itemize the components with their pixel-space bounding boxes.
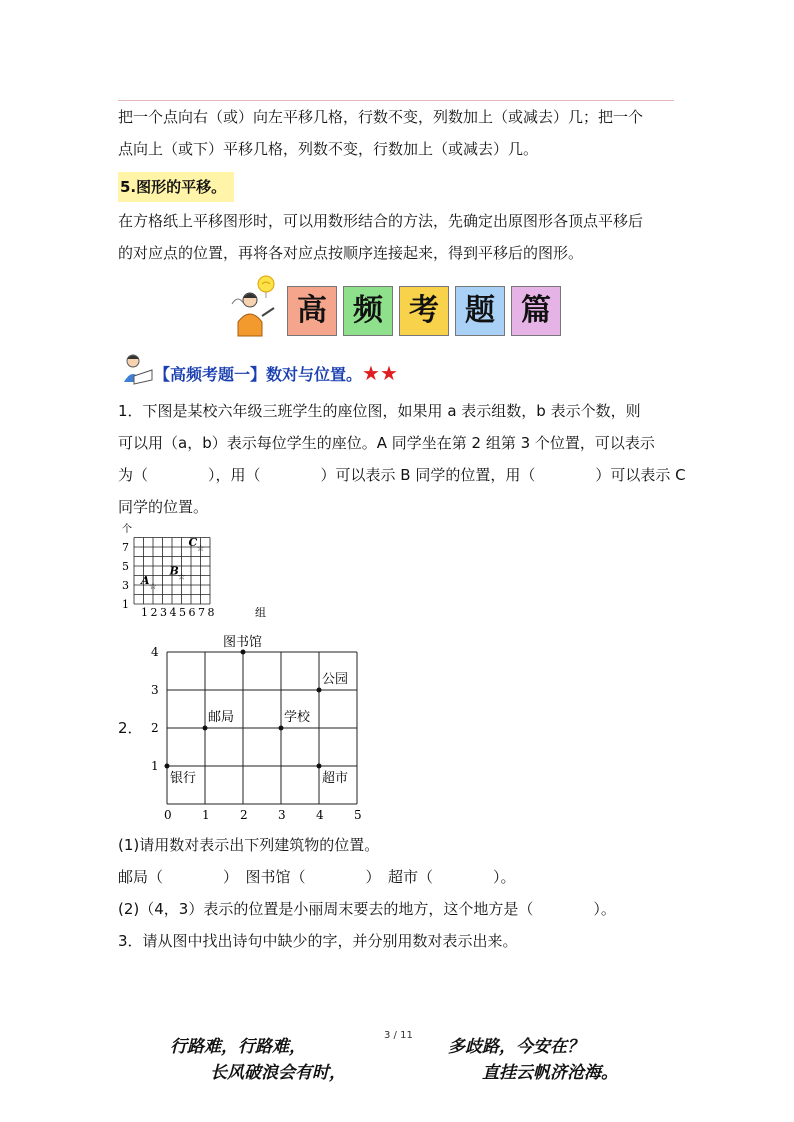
seat-x-tick: 7: [198, 606, 205, 619]
teacher-illustration-icon: [228, 274, 284, 340]
q1-line-3: 为（ ），用（ ）可以表示 B 同学的位置，用（ ）可以表示 C: [118, 466, 686, 484]
seat-student-star-icon: ☆: [149, 582, 158, 592]
poem-line-2-right: 直挂云帆济沧海。: [482, 1063, 618, 1083]
map-place-label: 超市: [322, 771, 349, 786]
seat-x-tick: 4: [169, 606, 177, 619]
map-place-dot: [317, 764, 322, 769]
seat-y-axis-label: 个: [122, 524, 132, 535]
seat-y-tick: 5: [122, 560, 129, 573]
seat-x-tick: 5: [179, 606, 186, 619]
map-place-label: 银行: [170, 771, 197, 786]
q2-number: 2．: [118, 719, 143, 737]
map-place-label: 学校: [284, 710, 311, 725]
poem-line-1-right: 多歧路，今安在？: [448, 1037, 584, 1057]
map-place-dot: [317, 688, 322, 693]
q2-sub1-answers: 邮局（ ） 图书馆（ ） 超市（ ）。: [118, 868, 516, 886]
seat-x-tick: 3: [160, 606, 167, 619]
q1-line-4: 同学的位置。: [118, 498, 209, 516]
poem-line-1-left: 行路难，行路难，: [170, 1037, 306, 1057]
kaoti-title: [154, 361, 398, 385]
map-x-tick: 2: [240, 808, 248, 822]
difficulty-stars: ★★: [362, 361, 398, 385]
seat-student-star-icon: ☆: [177, 572, 186, 583]
map-y-tick: 3: [151, 683, 159, 697]
q1-line-1: 1．下图是某校六年级三班学生的座位图，如果用 a 表示组数，b 表示个数，则: [118, 402, 641, 420]
map-y-tick: 1: [151, 759, 159, 773]
seat-x-tick: 2: [150, 606, 158, 619]
banner-char-2: 频: [343, 286, 393, 336]
map-place-dot: [165, 764, 170, 769]
map-x-tick: 3: [278, 808, 286, 822]
q2-sub1: (1)请用数对表示出下列建筑物的位置。: [118, 836, 380, 854]
map-place-dot: [203, 726, 208, 731]
seat-x-tick: 8: [207, 606, 215, 619]
map-place-label: 公园: [322, 672, 349, 687]
seat-x-tick: 6: [188, 606, 196, 619]
q2-sub2: (2)（4，3）表示的位置是小丽周末要去的地方，这个地方是（ ）。: [118, 900, 616, 918]
banner-char-4: 题: [455, 286, 505, 336]
seat-chart: [112, 522, 272, 622]
map-x-tick: 4: [316, 808, 324, 822]
kaoti-title-text: 【高频考题一】数对与位置。: [154, 365, 363, 384]
q3-text: 3．请从图中找出诗句中缺少的字，并分别用数对表示出来。: [118, 932, 518, 950]
map-place-dot: [279, 726, 284, 731]
intro-line-1: 把一个点向右（或）向左平移几格，行数不变，列数加上（或减去）几；把一个: [118, 108, 644, 126]
seat-y-tick: 7: [122, 541, 129, 554]
seat-student-label: B: [169, 564, 179, 578]
section-5-heading: 5.图形的平移。: [118, 172, 234, 202]
map-x-tick: 5: [354, 808, 362, 822]
seat-y-tick: 1: [122, 598, 129, 611]
seat-student-label: A: [141, 574, 150, 587]
map-x-tick: 1: [202, 808, 210, 822]
banner-char-3: 考: [399, 286, 449, 336]
section-5-line-2: 的对应点的位置，再将各对应点按顺序连接起来，得到平移后的图形。: [118, 244, 584, 262]
poem-line-2-left: 长风破浪会有时，: [210, 1063, 346, 1083]
banner-char-1: 高: [287, 286, 337, 336]
seat-student-label: C: [188, 536, 198, 549]
map-place-dot: [241, 650, 246, 655]
map-place-label: 邮局: [208, 710, 235, 725]
seat-y-tick: 3: [122, 579, 129, 592]
banner-char-5: 篇: [511, 286, 561, 336]
map-y-tick: 2: [151, 721, 159, 735]
student-reading-icon: [120, 352, 154, 386]
intro-line-2: 点向上（或下）平移几格，列数不变，行数加上（或减去）几。: [118, 140, 539, 158]
seat-x-axis-label: 组: [255, 606, 266, 619]
map-place-label: 图书馆: [223, 635, 263, 650]
seat-student-star-icon: ☆: [196, 544, 205, 554]
section-5-line-1: 在方格纸上平移图形时，可以用数形结合的方法，先确定出原图形各顶点平移后: [118, 212, 644, 230]
town-map: [145, 626, 375, 822]
map-x-tick: 0: [164, 808, 172, 822]
page-number: 3 / 11: [384, 1030, 413, 1041]
q1-line-2: 可以用（a，b）表示每位学生的座位。A 同学坐在第 2 组第 3 个位置，可以表示: [118, 434, 655, 452]
map-y-tick: 4: [151, 645, 159, 659]
seat-x-tick: 1: [141, 606, 148, 619]
top-rule: [118, 100, 674, 101]
